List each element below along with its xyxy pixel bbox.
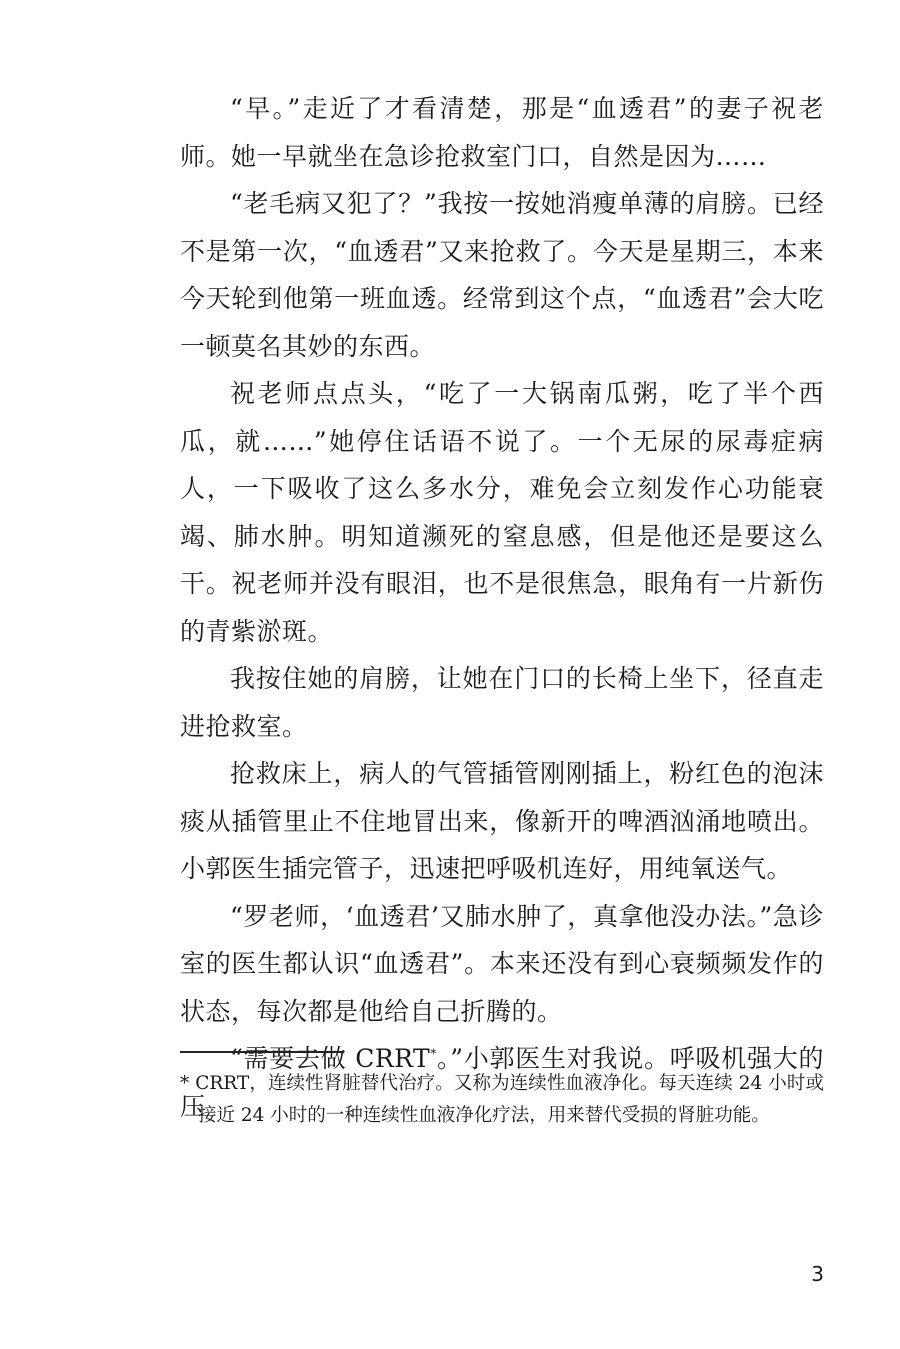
paragraph-6: “罗老师，‘血透君’又肺水肿了，真拿他没办法。”急诊室的医生都认识“血透君”。本来还没有到心衰频频发作的状态，每次都是他给自己折腾的。 [180,901,824,1026]
paragraph-4: 我按住她的肩膀，让她在门口的长椅上坐下，径直走进抢救室。 [180,664,824,741]
paragraph-5: 抢救床上，病人的气管插管刚刚插上，粉红色的泡沫痰从插管里止不住地冒出来，像新开的啤酒汹涌地喷出。小郭医生插完管子，迅速把呼吸机连好，用纯氧送气。 [180,759,824,883]
footnote: * CRRT，连续性肾脏替代治疗。又称为连续性血液净化。每天连续 24 小时或接近 24 小时的一种连续性血液净化疗法，用来替代受损的肾脏功能。 [180,1073,824,1126]
footnote-marker[interactable]: * [430,1046,437,1061]
body-text [180,85,824,1130]
paragraph-7-end: 。”小郭医生对我说。呼吸机强大的压 [180,1044,824,1121]
paragraph-3: 祝老师点点头，“吃了一大锅南瓜粥，吃了半个西瓜，就……”她停住话语不说了。一个无尿的尿毒症病人，一下吸收了这么多水分，难免会立刻发作心功能衰竭、肺水肿。明知道濒死的窒息感，但是他还是要这么干。祝老师并没有眼泪，也不是很焦急，眼角有一片新伤的青紫淤斑。 [180,379,824,646]
footnote-divider [180,1051,344,1053]
paragraph-7-start: “需要去做 CRRT [230,1044,431,1073]
paragraph-1: “早。”走近了才看清楚，那是“血透君”的妻子祝老师。她一早就坐在急诊抢救室门口，自然是因为…… [180,94,824,171]
page-number: 3 [811,1262,824,1286]
paragraph-2: “老毛病又犯了？”我按一按她消瘦单薄的肩膀。已经不是第一次，“血透君”又来抢救了。今天是星期三，本来今天轮到他第一班血透。经常到这个点，“血透君”会大吃一顿莫名其妙的东西。 [180,189,824,361]
